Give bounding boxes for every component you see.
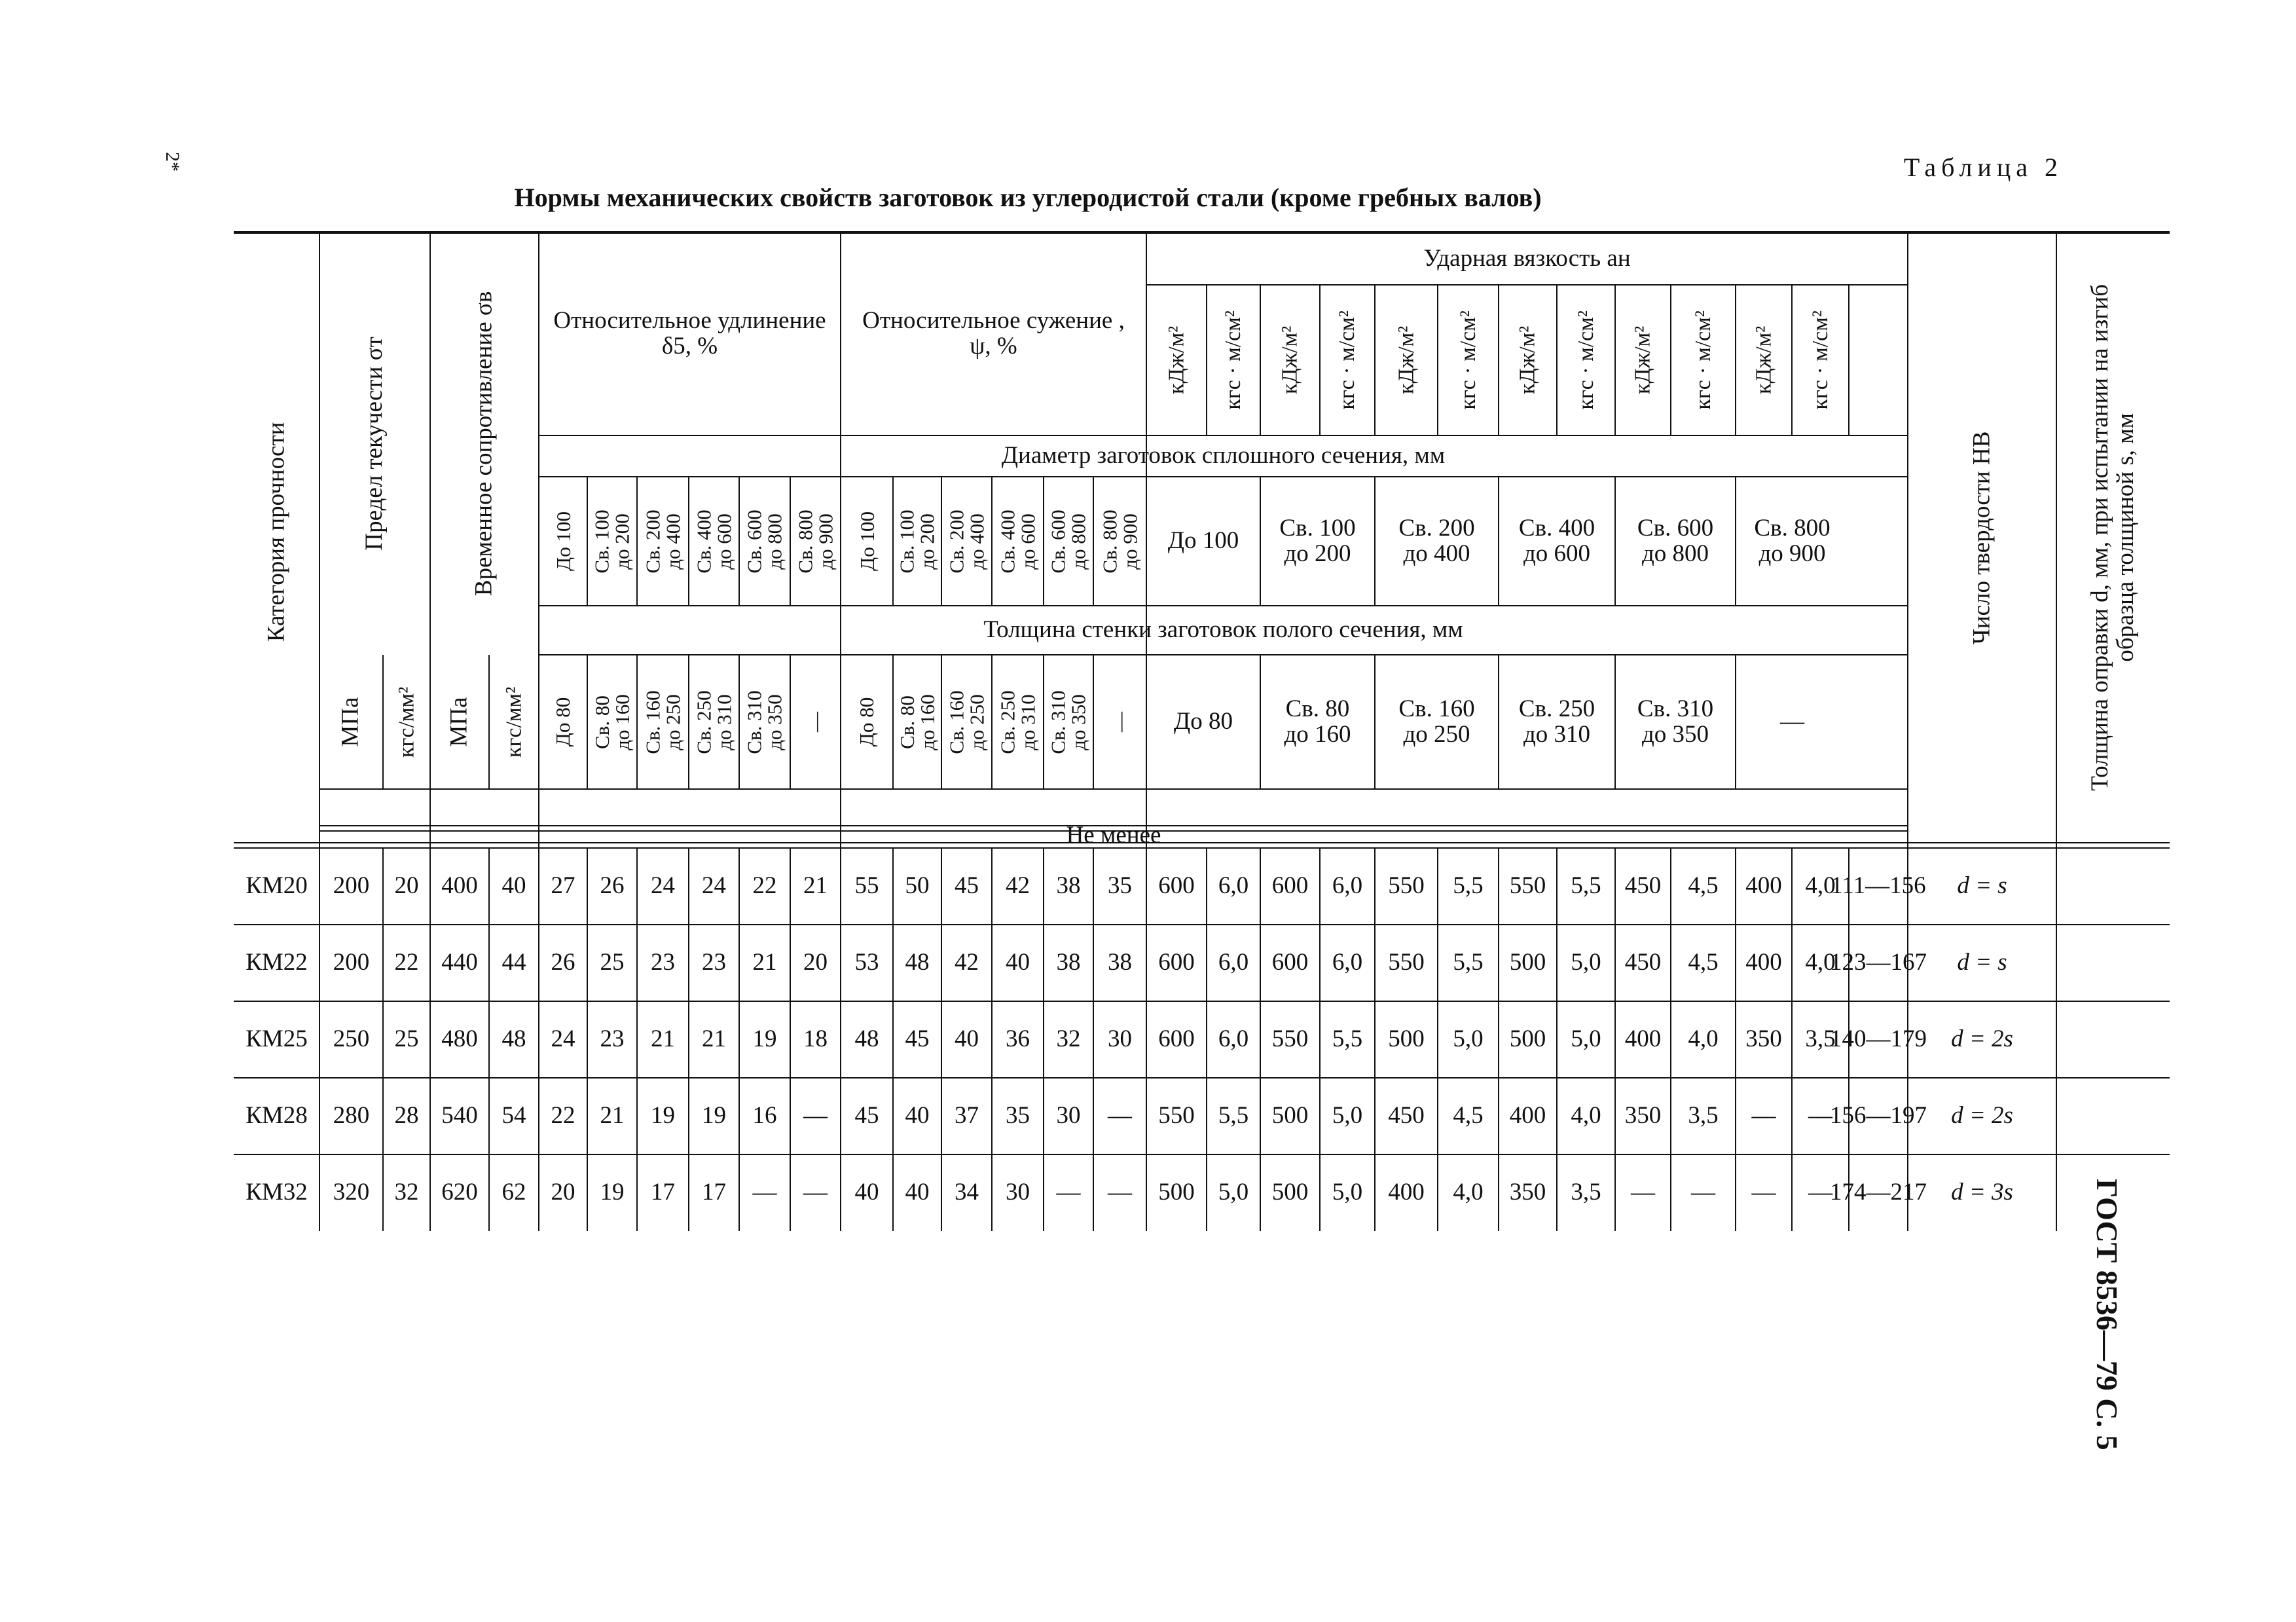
table-cell: 32 — [394, 1179, 419, 1206]
table-cell: 620 — [441, 1179, 478, 1206]
row-category: КМ28 — [246, 1102, 308, 1130]
table-cell: 600 — [1271, 949, 1309, 976]
unit-mpa: МПа — [337, 697, 365, 747]
table-cell: 21 — [651, 1025, 675, 1053]
table-cell: 40 — [905, 1102, 930, 1130]
gost-footer: ГОСТ 8536—79 С. 5 — [2090, 1179, 2124, 1450]
header-tensile: Временное сопротивление σв — [470, 291, 498, 597]
table-cell: 5,0 — [1332, 1179, 1363, 1206]
impact-unit: кДж/м² — [1515, 325, 1540, 395]
table-cell: 21 — [803, 872, 828, 900]
impact-solid-range: Св. 100 до 200 — [1279, 514, 1356, 567]
table-cell: 48 — [854, 1025, 879, 1053]
row-mandrel: d = 2s — [1951, 1025, 2013, 1053]
hollow-range: Св. 310 до 350 — [1047, 690, 1091, 754]
table-cell: 45 — [955, 872, 979, 900]
header-mandrel: Толщина оправки d, мм, при испытании на изгиб образца толщиной s, мм — [2086, 284, 2139, 791]
table-cell: — — [1108, 1102, 1132, 1130]
table-cell: — — [1808, 1102, 1832, 1130]
table-cell: 550 — [1158, 1102, 1195, 1130]
table-cell: 20 — [803, 949, 828, 976]
table-cell: 500 — [1388, 1025, 1425, 1053]
table-cell: 19 — [702, 1102, 726, 1130]
table-cell: 38 — [1056, 949, 1081, 976]
table-cell: 24 — [651, 872, 675, 900]
hollow-range: Св. 80 до 160 — [896, 693, 939, 750]
table-cell: 30 — [1006, 1179, 1030, 1206]
table-cell: 3,5 — [1571, 1179, 1601, 1206]
table-cell: 280 — [333, 1102, 370, 1130]
unit-mpa: МПа — [445, 697, 473, 747]
table-cell: 42 — [955, 949, 979, 976]
impact-unit: кДж/м² — [1277, 325, 1302, 395]
table-cell: — — [1751, 1179, 1776, 1206]
table-cell: 350 — [1624, 1102, 1662, 1130]
table-cell: 40 — [905, 1179, 930, 1206]
table-cell: 36 — [1006, 1025, 1030, 1053]
table-cell: 350 — [1745, 1025, 1782, 1053]
table-cell: 40 — [1006, 949, 1030, 976]
table-cell: 450 — [1388, 1102, 1425, 1130]
table-cell: 250 — [333, 1025, 370, 1053]
header-impact: Ударная вязкость aн — [1423, 244, 1631, 272]
table-cell: — — [1751, 1102, 1776, 1130]
header-solid-diameter: Диаметр заготовок сплошного сечения, мм — [1001, 442, 1446, 470]
table-cell: 26 — [600, 872, 625, 900]
table-cell: 500 — [1271, 1102, 1309, 1130]
table-cell: 5,0 — [1218, 1179, 1249, 1206]
table-cell: 600 — [1271, 872, 1309, 900]
table-cell: 38 — [1056, 872, 1081, 900]
table-cell: 42 — [1006, 872, 1030, 900]
table-cell: 35 — [1108, 872, 1132, 900]
impact-unit: кгс · м/см² — [1573, 310, 1598, 410]
header-hollow-wall: Толщина стенки заготовок полого сечения, мм — [983, 616, 1463, 644]
table-cell: 22 — [551, 1102, 575, 1130]
table-cell: 550 — [1388, 949, 1425, 976]
table-cell: 4,0 — [1453, 1179, 1484, 1206]
solid-range: Св. 600 до 800 — [743, 509, 787, 574]
impact-unit: кгс · м/см² — [1221, 310, 1246, 410]
header-not-less: Не менее — [1066, 821, 1161, 849]
table-cell: — — [803, 1102, 828, 1130]
table-cell: 50 — [905, 872, 930, 900]
solid-range: Св. 100 до 200 — [896, 509, 939, 574]
table-cell: 19 — [600, 1179, 625, 1206]
table-cell: 38 — [1108, 949, 1132, 976]
table-cell: — — [1808, 1179, 1832, 1206]
hollow-range: — — [804, 712, 827, 732]
table-cell: 40 — [955, 1025, 979, 1053]
table-cell: — — [1108, 1179, 1132, 1206]
hollow-range: — — [1108, 712, 1131, 732]
table-cell: 23 — [600, 1025, 625, 1053]
row-category: КМ32 — [246, 1179, 308, 1206]
table-cell: 21 — [702, 1025, 726, 1053]
table-cell: — — [803, 1179, 828, 1206]
table-cell: 45 — [905, 1025, 930, 1053]
table-cell: 24 — [702, 872, 726, 900]
table-cell: 550 — [1509, 872, 1546, 900]
impact-solid-range: Св. 600 до 800 — [1637, 514, 1714, 567]
impact-solid-range: До 100 — [1167, 527, 1239, 555]
hollow-range: До 80 — [855, 697, 879, 747]
table-cell: 17 — [702, 1179, 726, 1206]
table-cell: 5,0 — [1571, 1025, 1601, 1053]
table-cell: — — [1056, 1179, 1081, 1206]
hollow-range: Св. 250 до 310 — [692, 690, 736, 754]
impact-unit: кДж/м² — [1751, 325, 1776, 395]
table-cell: 62 — [501, 1179, 526, 1206]
table-cell: 55 — [854, 872, 879, 900]
table-cell: 400 — [1388, 1179, 1425, 1206]
hollow-range: До 80 — [551, 697, 575, 747]
table-cell: 500 — [1509, 1025, 1546, 1053]
table-cell: 4,0 — [1805, 949, 1836, 976]
table-cell: 400 — [1745, 872, 1782, 900]
table-cell: 600 — [1158, 872, 1195, 900]
impact-hollow-range: Св. 160 до 250 — [1398, 695, 1475, 748]
table-cell: 4,5 — [1688, 949, 1719, 976]
table-cell: 350 — [1509, 1179, 1546, 1206]
solid-range: Св. 100 до 200 — [591, 509, 634, 574]
table-cell: 16 — [752, 1102, 777, 1130]
table-cell: 500 — [1509, 949, 1546, 976]
table-cell: 30 — [1056, 1102, 1081, 1130]
table-cell: 500 — [1158, 1179, 1195, 1206]
table-cell: — — [1691, 1179, 1715, 1206]
header-elongation: Относительное удлинение δ5, % — [553, 307, 826, 359]
table-cell: 4,0 — [1805, 872, 1836, 900]
table-cell: 45 — [854, 1102, 879, 1130]
impact-unit: кДж/м² — [1394, 325, 1419, 395]
table-cell: 48 — [905, 949, 930, 976]
table-cell: 19 — [752, 1025, 777, 1053]
table-cell: 21 — [600, 1102, 625, 1130]
table-cell: 27 — [551, 872, 575, 900]
table-cell: 400 — [1509, 1102, 1546, 1130]
table-cell: 6,0 — [1332, 949, 1363, 976]
table-cell: 34 — [955, 1179, 979, 1206]
table-cell: 4,5 — [1688, 872, 1719, 900]
table-cell: 200 — [333, 949, 370, 976]
impact-solid-range: Св. 200 до 400 — [1398, 514, 1475, 567]
impact-solid-range: Св. 800 до 900 — [1754, 514, 1831, 567]
table-cell: 6,0 — [1332, 872, 1363, 900]
solid-range: До 100 — [855, 511, 879, 571]
table-cell: 550 — [1271, 1025, 1309, 1053]
table-cell: 25 — [394, 1025, 419, 1053]
hollow-range: Св. 250 до 310 — [996, 690, 1040, 754]
row-mandrel: d = s — [1957, 872, 2007, 900]
table-cell: 44 — [501, 949, 526, 976]
table-cell: 6,0 — [1218, 949, 1249, 976]
impact-hollow-range: Св. 250 до 310 — [1518, 695, 1595, 748]
solid-range: Св. 600 до 800 — [1047, 509, 1091, 574]
table-cell: 20 — [551, 1179, 575, 1206]
table-cell: 19 — [651, 1102, 675, 1130]
table-cell: 23 — [651, 949, 675, 976]
table-cell: 18 — [803, 1025, 828, 1053]
solid-range: Св. 200 до 400 — [945, 509, 989, 574]
table-cell: 5,0 — [1453, 1025, 1484, 1053]
table-cell: 440 — [441, 949, 478, 976]
table-cell: 35 — [1006, 1102, 1030, 1130]
table-cell: 400 — [1624, 1025, 1662, 1053]
unit-kgf: кгс/мм² — [394, 686, 419, 758]
table-cell: 32 — [1056, 1025, 1081, 1053]
table-cell: 26 — [551, 949, 575, 976]
impact-hollow-range: Св. 80 до 160 — [1284, 695, 1351, 748]
table-cell: 4,5 — [1453, 1102, 1484, 1130]
table-cell: 600 — [1158, 949, 1195, 976]
table-cell: 5,5 — [1571, 872, 1601, 900]
table-cell: — — [752, 1179, 777, 1206]
table-cell: 3,5 — [1688, 1102, 1719, 1130]
table-cell: 53 — [854, 949, 879, 976]
table-cell: 320 — [333, 1179, 370, 1206]
table-cell: 21 — [752, 949, 777, 976]
row-category: КМ25 — [246, 1025, 308, 1053]
table-cell: 6,0 — [1218, 1025, 1249, 1053]
row-mandrel: d = s — [1957, 949, 2007, 976]
hollow-range: Св. 80 до 160 — [591, 693, 634, 750]
table-cell: 48 — [501, 1025, 526, 1053]
header-hardness: Число твердости НВ — [1968, 431, 1995, 644]
row-mandrel: d = 3s — [1951, 1179, 2013, 1206]
impact-unit: кгс · м/см² — [1808, 310, 1832, 410]
table-cell: 5,0 — [1332, 1102, 1363, 1130]
table-cell: 5,5 — [1453, 949, 1484, 976]
table-title: Нормы механических свойств заготовок из углеродистой стали (кроме гребных валов) — [514, 183, 1542, 212]
impact-solid-range: Св. 400 до 600 — [1518, 514, 1595, 567]
table-cell: 22 — [394, 949, 419, 976]
table-cell: 5,5 — [1453, 872, 1484, 900]
table-cell: 5,0 — [1571, 949, 1601, 976]
table-cell: 550 — [1388, 872, 1425, 900]
unit-kgf: кгс/мм² — [501, 686, 526, 758]
table-cell: 123—167 — [1830, 949, 1927, 976]
hollow-range: Св. 160 до 250 — [945, 690, 989, 754]
solid-range: До 100 — [551, 511, 575, 571]
row-category: КМ22 — [246, 949, 308, 976]
impact-hollow-range: — — [1780, 708, 1804, 735]
table-cell: 174—217 — [1830, 1179, 1927, 1206]
table-cell: 23 — [702, 949, 726, 976]
page-mark: 2* — [162, 152, 183, 172]
table-cell: 5,5 — [1332, 1025, 1363, 1053]
header-reduction: Относительное сужение , ψ, % — [862, 307, 1125, 359]
table-cell: 30 — [1108, 1025, 1132, 1053]
table-cell: 500 — [1271, 1179, 1309, 1206]
table-cell: 140—179 — [1830, 1025, 1927, 1053]
table-label: Таблица 2 — [1903, 153, 2063, 182]
header-yield: Предел текучести σт — [361, 337, 388, 551]
table-cell: 22 — [752, 872, 777, 900]
table-cell: 17 — [651, 1179, 675, 1206]
table-cell: 400 — [441, 872, 478, 900]
solid-range: Св. 400 до 600 — [996, 509, 1040, 574]
table-cell: 200 — [333, 872, 370, 900]
table-cell: 37 — [955, 1102, 979, 1130]
hollow-range: Св. 160 до 250 — [641, 690, 685, 754]
solid-range: Св. 800 до 900 — [1098, 509, 1142, 574]
table-cell: 24 — [551, 1025, 575, 1053]
header-category: Категория прочности — [263, 422, 290, 642]
table-cell: 600 — [1158, 1025, 1195, 1053]
table-cell: 400 — [1745, 949, 1782, 976]
table-cell: 111—156 — [1831, 872, 1926, 900]
solid-range: Св. 200 до 400 — [641, 509, 685, 574]
table-cell: 40 — [854, 1179, 879, 1206]
hollow-range: Св. 310 до 350 — [743, 690, 787, 754]
table-cell: 450 — [1624, 949, 1662, 976]
table-cell: 450 — [1624, 872, 1662, 900]
solid-range: Св. 800 до 900 — [793, 509, 837, 574]
table-cell: 3,5 — [1805, 1025, 1836, 1053]
table-cell: 25 — [600, 949, 625, 976]
table-cell: 156—197 — [1830, 1102, 1927, 1130]
table-cell: 540 — [441, 1102, 478, 1130]
row-category: КМ20 — [246, 872, 308, 900]
table-cell: 40 — [501, 872, 526, 900]
table-cell: 6,0 — [1218, 872, 1249, 900]
impact-unit: кДж/м² — [1164, 325, 1189, 395]
impact-unit: кгс · м/см² — [1690, 310, 1715, 410]
impact-unit: кгс · м/см² — [1455, 310, 1480, 410]
table-cell: 5,5 — [1218, 1102, 1249, 1130]
row-mandrel: d = 2s — [1951, 1102, 2013, 1130]
solid-range: Св. 400 до 600 — [692, 509, 736, 574]
table-cell: 4,0 — [1688, 1025, 1719, 1053]
table-cell: 480 — [441, 1025, 478, 1053]
table-cell: 20 — [394, 872, 419, 900]
table-cell: — — [1631, 1179, 1655, 1206]
table-cell: 4,0 — [1571, 1102, 1601, 1130]
impact-unit: кгс · м/см² — [1335, 310, 1360, 410]
impact-hollow-range: До 80 — [1174, 708, 1233, 735]
impact-hollow-range: Св. 310 до 350 — [1637, 695, 1714, 748]
table-cell: 28 — [394, 1102, 419, 1130]
table-cell: 54 — [501, 1102, 526, 1130]
impact-unit: кДж/м² — [1630, 325, 1655, 395]
